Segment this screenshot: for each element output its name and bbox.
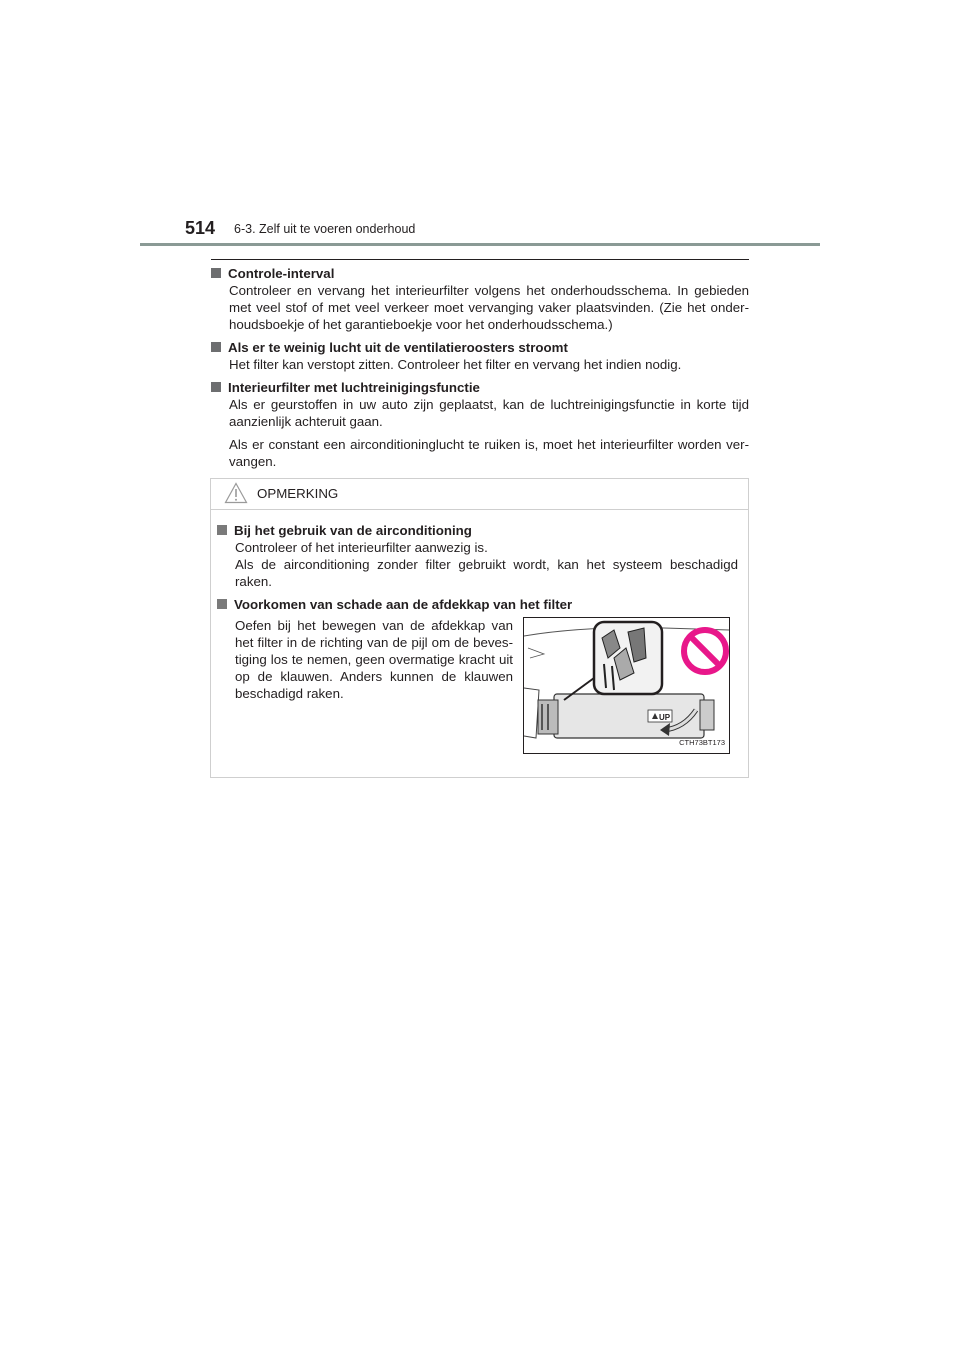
square-bullet-icon	[211, 382, 221, 392]
notice-item-afdekkap	[217, 596, 738, 754]
notice-box	[210, 478, 749, 778]
notice-item-heading: Bij het gebruik van de airconditioning	[234, 523, 472, 538]
item-paragraph: Als er constant een airconditioninglucht te ruiken is, moet het interieurfilter worden ver-vangen.	[229, 437, 749, 469]
notice-title: OPMERKING	[257, 486, 339, 501]
main-content	[211, 265, 749, 476]
notice-header	[211, 479, 748, 510]
notice-item-heading: Voorkomen van schade aan de afdekkap van het filter	[234, 597, 573, 612]
page-number: 514	[185, 218, 216, 238]
header-rule	[140, 243, 820, 246]
up-label: UP	[659, 713, 671, 722]
notice-body	[211, 510, 748, 754]
section-title: 6-3. Zelf uit te voeren onderhoud	[234, 222, 416, 236]
item-paragraph: Controleer en vervang het interieurfilter volgens het onderhoudsschema. In gebieden met veel stof of met veel verkeer moet vervanging vaker plaatsvinden. (Zie het onder-houdsboekje of het garantieboekje voor het onderhoudsschema.)	[229, 283, 749, 332]
figure-code: CTH73BT173	[679, 738, 725, 747]
notice-item-airco	[217, 522, 738, 590]
filter-cover-figure	[523, 617, 730, 754]
item-paragraph: Het filter kan verstopt zitten. Controleer het filter en vervang het indien nodig.	[229, 357, 682, 372]
item-heading: Controle-interval	[228, 266, 335, 281]
item-paragraph: Als er geurstoffen in uw auto zijn geplaatst, kan de luchtreinigingsfunctie in korte tijd aanzienlijk achteruit gaan.	[229, 397, 749, 429]
item-heading: Interieurfilter met luchtreinigingsfunctie	[228, 380, 480, 395]
notice-item-text: Oefen bij het bewegen van de afdekkap van het filter in de richting van de pijl om de beves-tiging los te nemen, geen overmatige kracht uit op de klauwen. Anders kunnen de klauwen beschadigd raken.	[235, 618, 513, 701]
item-controle-interval	[211, 265, 749, 333]
square-bullet-icon	[211, 342, 221, 352]
square-bullet-icon	[211, 268, 221, 278]
warning-triangle-icon	[224, 482, 248, 504]
item-heading: Als er te weinig lucht uit de ventilatieroosters stroomt	[228, 340, 568, 355]
notice-item-line: Als de airconditioning zonder filter gebruikt wordt, kan het systeem beschadigd raken.	[235, 557, 738, 589]
square-bullet-icon	[217, 525, 227, 535]
item-weinig-lucht	[211, 339, 749, 373]
item-luchtreiniging	[211, 379, 749, 470]
square-bullet-icon	[217, 599, 227, 609]
content-rule	[211, 259, 749, 260]
filter-cover-illustration	[524, 618, 729, 753]
notice-item-line: Controleer of het interieurfilter aanwezig is.	[235, 540, 488, 555]
